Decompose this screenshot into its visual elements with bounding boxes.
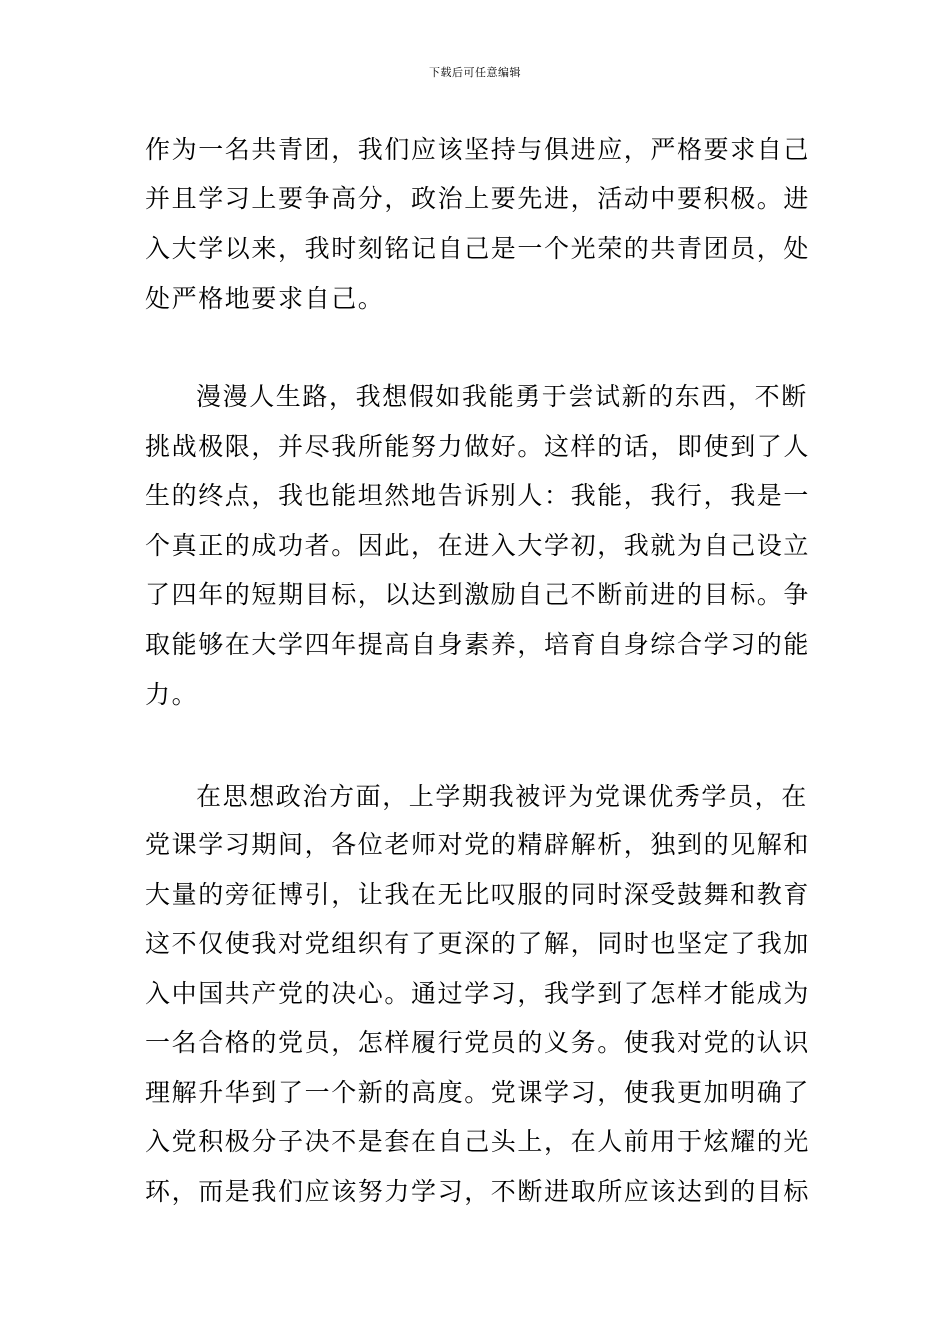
text-line: 并且学习上要争高分，政治上要先进，活动中要积极。进 [145,184,811,213]
text-line: 力。 [145,680,199,709]
text-line: 入党积极分子决不是套在自己头上，在人前用于炫耀的光 [145,1127,811,1156]
header-note: 下载后可任意编辑 [429,66,521,79]
text-line: 入中国共产党的决心。通过学习，我学到了怎样才能成为 [145,979,811,1008]
text-line: 入大学以来，我时刻铭记自己是一个光荣的共青团员，处 [145,234,811,263]
text-line: 党课学习期间，各位老师对党的精辟解析，独到的见解和 [145,830,811,859]
text-line: 一名合格的党员，怎样履行党员的义务。使我对党的认识 [145,1028,811,1057]
text-line: 大量的旁征博引，让我在无比叹服的同时深受鼓舞和教育 [145,880,811,909]
text-line: 漫漫人生路，我想假如我能勇于尝试新的东西，不断 [196,382,808,411]
text-line: 这不仅使我对党组织有了更深的了解，同时也坚定了我加 [145,929,811,958]
text-line: 生的终点，我也能坦然地告诉别人：我能，我行，我是一 [145,481,811,510]
text-line: 个真正的成功者。因此，在进入大学初，我就为自己设立 [145,531,811,560]
text-line: 处严格地要求自己。 [145,284,385,313]
text-line: 取能够在大学四年提高自身素养，培育自身综合学习的能 [145,630,811,659]
text-line: 理解升华到了一个新的高度。党课学习，使我更加明确了 [145,1078,811,1107]
text-line: 在思想政治方面，上学期我被评为党课优秀学员，在 [196,782,808,811]
text-line: 挑战极限，并尽我所能努力做好。这样的话，即使到了人 [145,432,811,461]
text-line: 作为一名共青团，我们应该坚持与俱进应，严格要求自己 [145,135,811,164]
text-line: 了四年的短期目标，以达到激励自己不断前进的目标。争 [145,580,811,609]
text-line: 环，而是我们应该努力学习，不断进取所应该达到的目标 [145,1177,811,1206]
